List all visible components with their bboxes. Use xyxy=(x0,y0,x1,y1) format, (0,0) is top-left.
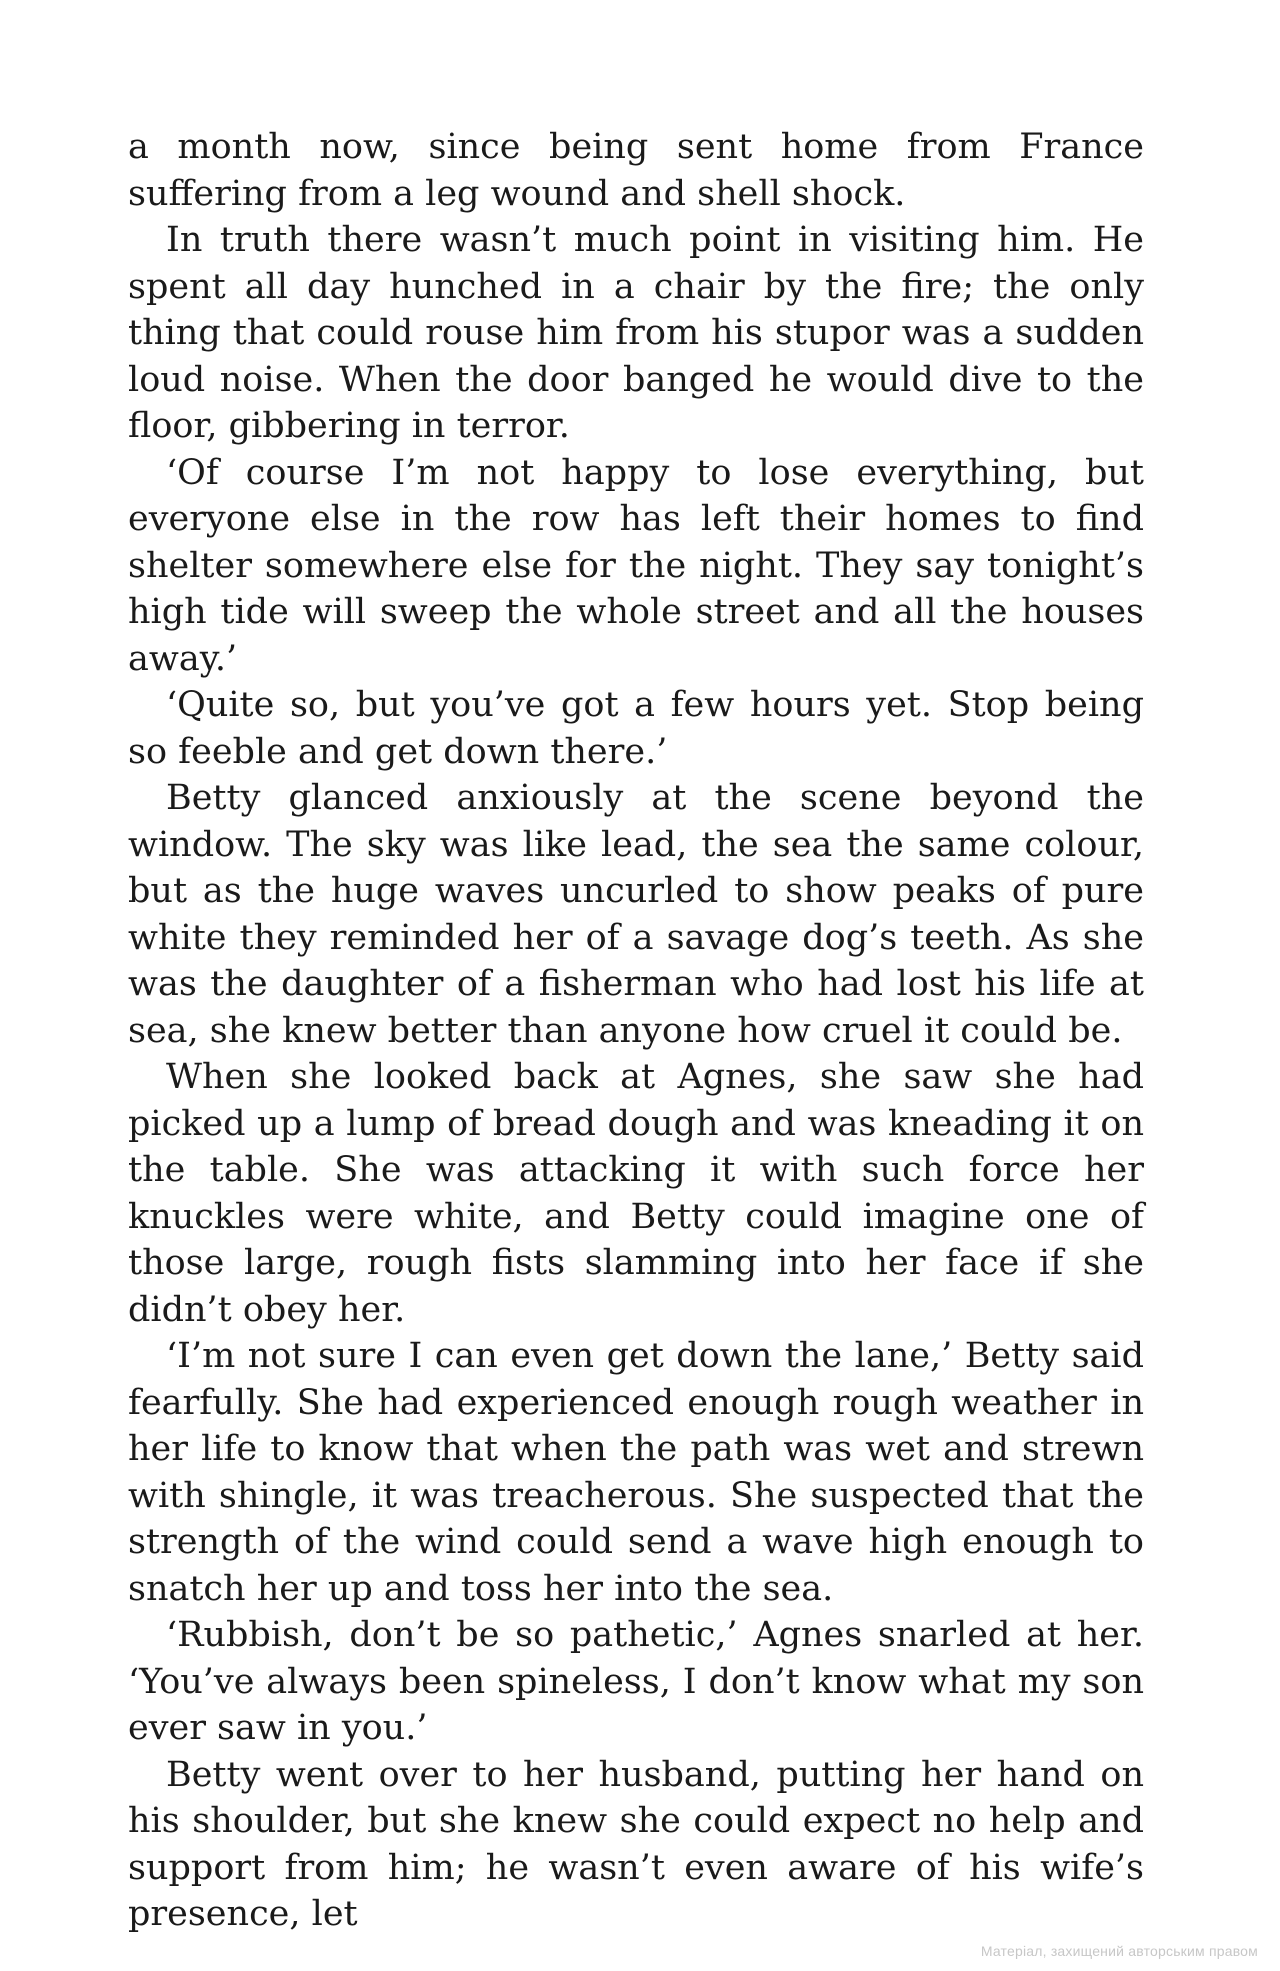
paragraph: When she looked back at Agnes, she saw she had picked up a lump of bread dough and was kneading it on the table. She was attacking it with such force her knuckles were white, and Betty could imagine one of those large, rough fists slamming into her face if she didn’t obey her. xyxy=(128,1057,1144,1330)
paragraph: ‘Rubbish, don’t be so pathetic,’ Agnes snarled at her. ‘You’ve always been spineless, I don’t know what my son ever saw in you.’ xyxy=(128,1615,1144,1748)
paragraph: Betty glanced anxiously at the scene beyond the window. The sky was like lead, the sea the same colour, but as the huge waves uncurled to show peaks of pure white they reminded her of a savage dog’s teeth. As she was the daughter of a fisherman who had lost his life at sea, she knew better than anyone how cruel it could be. xyxy=(128,778,1144,1051)
paragraph: ‘Quite so, but you’ve got a few hours yet. Stop being so feeble and get down there.’ xyxy=(128,685,1144,772)
copyright-watermark: Матеріал, захищений авторським правом xyxy=(980,1943,1258,1959)
paragraph: In truth there wasn’t much point in visiting him. He spent all day hunched in a chair by the fire; the only thing that could rouse him from his stupor was a sudden loud noise. When the door banged he would dive to the floor, gibbering in terror. xyxy=(128,220,1144,446)
paragraph: ‘Of course I’m not happy to lose everything, but everyone else in the row has left their homes to find shelter somewhere else for the night. They say tonight’s high tide will sweep the whole street and all the houses away.’ xyxy=(128,452,1144,679)
page-body xyxy=(128,124,1144,1938)
paragraph-continued: a month now, since being sent home from France suffering from a leg wound and shell shock. xyxy=(128,127,1144,214)
paragraph: Betty went over to her husband, putting her hand on his shoulder, but she knew she could expect no help and support from him; he wasn’t even aware of his wife’s presence, let xyxy=(128,1754,1144,1934)
paragraph: ‘I’m not sure I can even get down the lane,’ Betty said fearfully. She had experienced enough rough weather in her life to know that when the path was wet and strewn with shingle, it was treacherous. She suspected that the strength of the wind could send a wave high enough to snatch her up and toss her into the sea. xyxy=(128,1336,1144,1609)
